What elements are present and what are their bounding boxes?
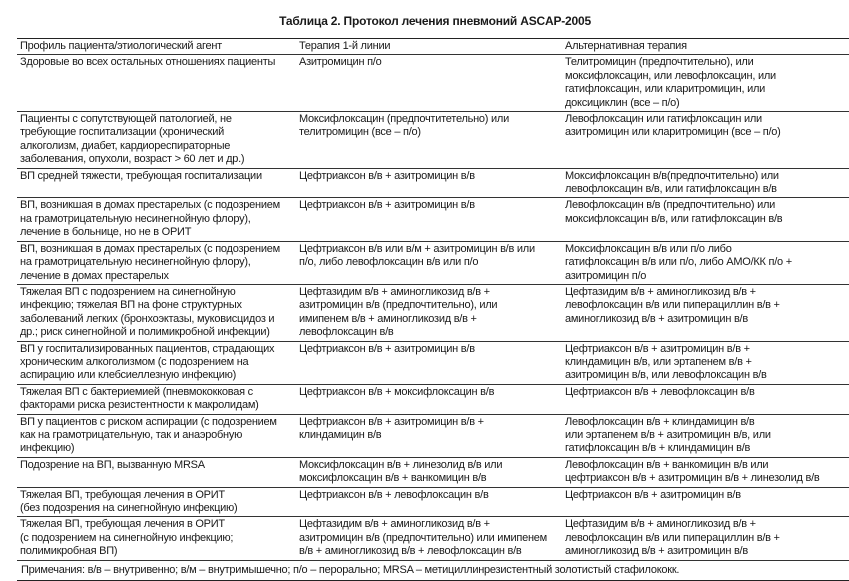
- cell-text-line: п/о, либо левофлоксацин в/в или п/о: [299, 256, 479, 269]
- patient-profile-cell: [17, 457, 296, 487]
- cell-text-line: ВП, возникшая в домах престарелых (с подозрением: [20, 199, 280, 212]
- cell-text-line: лечение в больнице, но не в ОРИТ: [20, 226, 192, 239]
- cell-text-line: Левофлоксацин в/в (предпочтительно) или: [565, 199, 776, 212]
- header-patient-profile: Профиль пациента/этиологический агент: [17, 39, 296, 55]
- patient-profile-cell: [17, 414, 296, 457]
- cell-text-line: аспирацию или клебсиеллезную инфекцию): [20, 369, 237, 382]
- cell-text-line: клиндамицин в/в, или эртапенем в/в +: [565, 355, 752, 368]
- cell-text-line: требующие госпитализации (хронический: [20, 126, 225, 139]
- cell-text-line: цефтриаксон в/в + азитромицин в/в + линезолид в/в: [565, 472, 820, 485]
- table-row: [17, 517, 849, 560]
- table-row: [17, 414, 849, 457]
- header-first-line-therapy: Терапия 1-й линии: [296, 39, 562, 55]
- table-row: [17, 384, 849, 414]
- alternative-therapy-cell: [562, 55, 849, 112]
- cell-text-line: на грамотрицательную несинегнойную флору),: [20, 256, 251, 269]
- table-row: [17, 168, 849, 198]
- table-header-row: [17, 39, 849, 55]
- cell-text-line: телитромицин (все – п/о): [299, 126, 421, 139]
- cell-text-line: полимикробная ВП): [20, 545, 118, 558]
- cell-text-line: в/в + аминогликозид в/в + левофлоксацин в/в: [299, 545, 522, 558]
- cell-text-line: или эртапенем в/в + азитромицин в/в, или: [565, 428, 771, 441]
- cell-text-line: факторами риска резистентности к макролидам): [20, 399, 259, 412]
- cell-text-line: Цефтазидим в/в + аминогликозид в/в +: [299, 518, 490, 531]
- patient-profile-cell: [17, 384, 296, 414]
- alternative-therapy-cell: [562, 198, 849, 241]
- cell-text-line: азитромицин или кларитромицин (все – п/о): [565, 126, 781, 139]
- cell-text-line: Цефтриаксон в/в + азитромицин в/в: [299, 342, 475, 355]
- alternative-therapy-cell: [562, 384, 849, 414]
- table-title: Таблица 2. Протокол лечения пневмоний ASCAP-2005: [279, 14, 591, 28]
- cell-text-line: Моксифлоксацин (предпочтитетельно) или: [299, 113, 509, 126]
- cell-text-line: Подозрение на ВП, вызванную MRSA: [20, 458, 205, 471]
- cell-text-line: азитромицин в/в, или левофлоксацин в/в: [565, 369, 767, 382]
- treatment-protocol-table: [17, 38, 849, 581]
- cell-text-line: Цефтриаксон в/в + левофлоксацин в/в: [565, 385, 755, 398]
- cell-text-line: ВП средней тяжести, требующая госпитализации: [20, 169, 262, 182]
- first-line-therapy-cell: [296, 284, 562, 341]
- alternative-therapy-cell: [562, 457, 849, 487]
- first-line-therapy-cell: [296, 384, 562, 414]
- cell-text-line: Цефтриаксон в/в + левофлоксацин в/в: [299, 488, 489, 501]
- cell-text-line: как на грамотрицательную, так и анаэробную: [20, 428, 243, 441]
- cell-text-line: ВП у госпитализированных пациентов, страдающих: [20, 342, 275, 355]
- table-row: [17, 341, 849, 384]
- patient-profile-cell: [17, 341, 296, 384]
- cell-text-line: инфекцию): [20, 442, 75, 455]
- first-line-therapy-cell: [296, 112, 562, 169]
- table-note-row: [17, 560, 849, 580]
- cell-text-line: Цефтриаксон в/в + азитромицин в/в: [565, 488, 741, 501]
- patient-profile-cell: [17, 487, 296, 517]
- first-line-therapy-cell: [296, 487, 562, 517]
- cell-text-line: на грамотрицательную несинегнойную флору),: [20, 212, 251, 225]
- patient-profile-cell: [17, 517, 296, 560]
- cell-text-line: Левофлоксацин в/в + клиндамицин в/в: [565, 415, 755, 428]
- cell-text-line: хроническим алкоголизмом (с подозрением на: [20, 355, 249, 368]
- cell-text-line: Цефтриаксон в/в + азитромицин в/в +: [565, 342, 750, 355]
- cell-text-line: моксифлоксацин в/в, или гатифлоксацин в/в: [565, 212, 783, 225]
- cell-text-line: Телитромицин (предпочтительно), или: [565, 56, 754, 69]
- alternative-therapy-cell: [562, 414, 849, 457]
- table-row: [17, 112, 849, 169]
- first-line-therapy-cell: [296, 241, 562, 284]
- patient-profile-cell: [17, 284, 296, 341]
- cell-text-line: аминогликозид в/в + азитромицин в/в: [565, 545, 748, 558]
- table-row: [17, 241, 849, 284]
- patient-profile-cell: [17, 112, 296, 169]
- cell-text-line: Цефтазидим в/в + аминогликозид в/в +: [565, 518, 756, 531]
- cell-text-line: левофлоксацин в/в или пиперациллин в/в +: [565, 531, 780, 544]
- cell-text-line: (с подозрением на синегнойную инфекцию;: [20, 531, 234, 544]
- cell-text-line: Цефтазидим в/в + аминогликозид в/в +: [565, 285, 756, 298]
- patient-profile-cell: [17, 168, 296, 198]
- cell-text-line: Тяжелая ВП с подозрением на синегнойную: [20, 285, 236, 298]
- patient-profile-cell: [17, 241, 296, 284]
- cell-text-line: Пациенты с сопутствующей патологией, не: [20, 113, 232, 126]
- table-row: [17, 457, 849, 487]
- cell-text-line: Левофлоксацин или гатифлоксацин или: [565, 113, 762, 126]
- cell-text-line: клиндамицин в/в: [299, 428, 382, 441]
- cell-text-line: ВП, возникшая в домах престарелых (с подозрением: [20, 242, 280, 255]
- alternative-therapy-cell: [562, 168, 849, 198]
- table-row: [17, 284, 849, 341]
- cell-text-line: Цефтриаксон в/в + моксифлоксацин в/в: [299, 385, 495, 398]
- cell-text-line: азитромицин п/о: [565, 269, 647, 282]
- first-line-therapy-cell: [296, 168, 562, 198]
- cell-text-line: моксифлоксацин в/в + ванкомицин в/в: [299, 472, 487, 485]
- patient-profile-cell: [17, 198, 296, 241]
- cell-text-line: гатифлоксацин в/в или п/о, либо АМО/КК п/о +: [565, 256, 792, 269]
- table-row: [17, 487, 849, 517]
- alternative-therapy-cell: [562, 517, 849, 560]
- cell-text-line: заболеваний легких (бронхоэктазы, муковисцидоз и: [20, 312, 275, 325]
- cell-text-line: имипенем в/в + аминогликозид в/в +: [299, 312, 477, 325]
- cell-text-line: алкоголизм, диабет, кардиореспираторные: [20, 139, 231, 152]
- cell-text-line: Цефтриаксон в/в + азитромицин в/в +: [299, 415, 484, 428]
- cell-text-line: Азитромицин п/о: [299, 56, 382, 69]
- first-line-therapy-cell: [296, 457, 562, 487]
- cell-text-line: (без подозрения на синегнойную инфекцию): [20, 502, 238, 514]
- cell-text-line: Моксифлоксацин в/в + линезолид в/в или: [299, 458, 503, 471]
- table-row: [17, 55, 849, 112]
- alternative-therapy-cell: [562, 341, 849, 384]
- cell-text-line: лечение в домах престарелых: [20, 269, 169, 282]
- header-alternative-therapy: Альтернативная терапия: [562, 39, 849, 55]
- alternative-therapy-cell: [562, 241, 849, 284]
- cell-text-line: гатифлоксацин, или кларитромицин, или: [565, 83, 766, 96]
- cell-text-line: Тяжелая ВП с бактериемией (пневмококковая с: [20, 385, 253, 398]
- first-line-therapy-cell: [296, 414, 562, 457]
- first-line-therapy-cell: [296, 55, 562, 112]
- cell-text-line: Тяжелая ВП, требующая лечения в ОРИТ: [20, 488, 225, 501]
- first-line-therapy-cell: [296, 517, 562, 560]
- first-line-therapy-cell: [296, 341, 562, 384]
- cell-text-line: ВП у пациентов с риском аспирации (с подозрением: [20, 415, 277, 428]
- cell-text-line: Левофлоксацин в/в + ванкомицин в/в или: [565, 458, 769, 471]
- cell-text-line: Моксифлоксацин в/в(предпочтительно) или: [565, 169, 779, 182]
- cell-text-line: левофлоксацин в/в или пиперациллин в/в +: [565, 299, 780, 312]
- cell-text-line: азитромицин в/в (предпочтительно), или: [299, 299, 498, 312]
- cell-text-line: доксициклин (все – п/о): [565, 96, 680, 109]
- cell-text-line: аминогликозид в/в + азитромицин в/в: [565, 312, 748, 325]
- cell-text-line: Тяжелая ВП, требующая лечения в ОРИТ: [20, 518, 225, 531]
- cell-text-line: гатифлоксацин в/в + клиндамицин в/в: [565, 442, 751, 455]
- cell-text-line: Цефтриаксон в/в или в/м + азитромицин в/в или: [299, 242, 535, 255]
- alternative-therapy-cell: [562, 112, 849, 169]
- cell-text-line: Здоровые во всех остальных отношениях пациенты: [20, 56, 276, 69]
- alternative-therapy-cell: [562, 284, 849, 341]
- cell-text-line: Цефтазидим в/в + аминогликозид в/в +: [299, 285, 490, 298]
- cell-text-line: левофлоксацин в/в: [299, 326, 394, 339]
- alternative-therapy-cell: [562, 487, 849, 517]
- first-line-therapy-cell: [296, 198, 562, 241]
- cell-text-line: моксифлоксацин, или левофлоксацин, или: [565, 69, 776, 82]
- cell-text-line: Моксифлоксацин в/в или п/о либо: [565, 242, 732, 255]
- cell-text-line: левофлоксацин в/в, или гатифлоксацин в/в: [565, 183, 777, 196]
- cell-text-line: др.; риск синегнойной и полимикробной инфекции): [20, 326, 270, 339]
- cell-text-line: Цефтриаксон в/в + азитромицин в/в: [299, 199, 475, 212]
- cell-text-line: инфекцию; тяжелая ВП на фоне структурных: [20, 299, 242, 312]
- cell-text-line: азитромицин в/в (предпочтительно) или имипенем: [299, 531, 547, 544]
- table-note: Примечания: в/в – внутривенно; в/м – внутримышечно; п/о – перорально; MRSA – метициллинрезистентный золотистый стафилококк.: [17, 560, 849, 580]
- cell-text-line: заболевания, опухоли, возраст > 60 лет и др.): [20, 153, 245, 166]
- table-row: [17, 198, 849, 241]
- cell-text-line: Цефтриаксон в/в + азитромицин в/в: [299, 169, 475, 182]
- patient-profile-cell: [17, 55, 296, 112]
